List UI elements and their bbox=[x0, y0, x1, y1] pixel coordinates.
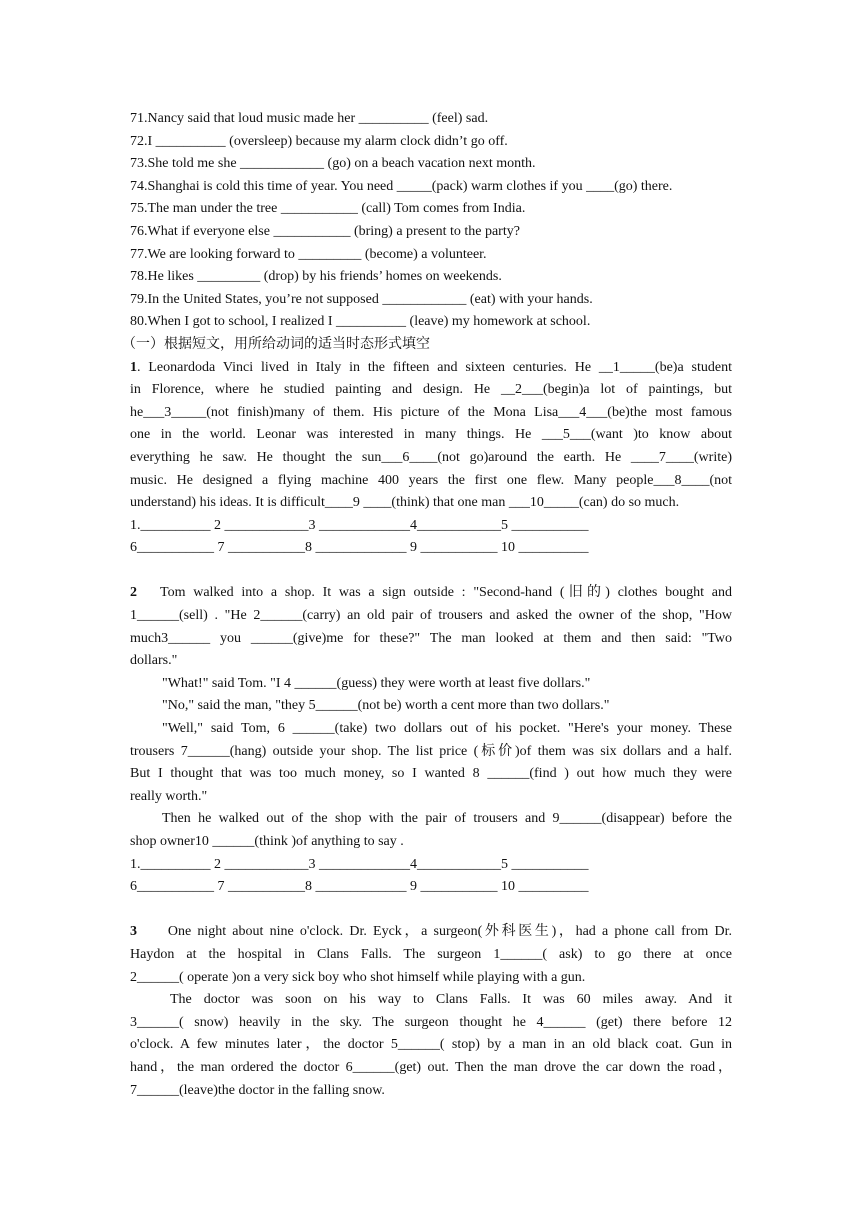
exercise-item: 80.When I got to school, I realized I __________ (leave) my homework at school. bbox=[130, 314, 591, 330]
passage-line: Then he walked out of the shop with the pair of trousers and 9______(disappear) before the bbox=[162, 811, 732, 827]
exercise-item: 74.Shanghai is cold this time of year. You need _____(pack) warm clothes if you ____(go) there. bbox=[130, 178, 673, 194]
passage-1 bbox=[130, 357, 732, 515]
passage-line: But I thought that was too much money, so I wanted 8 ______(find ) out how much they were bbox=[130, 766, 732, 782]
passage-line: music. He designed a flying machine 400 years the first one flew. Many people___8____(not bbox=[130, 472, 732, 488]
answer-line: 1.__________ 2 ____________3 _____________4____________5 ___________ bbox=[130, 856, 589, 872]
worksheet-page bbox=[122, 108, 732, 1102]
passage-line: "No," said the man, "they 5______(not be) worth a cent more than two dollars." bbox=[162, 698, 610, 714]
passage-number: 1 bbox=[130, 359, 137, 375]
passage-line: shop owner10 ______(think )of anything to say . bbox=[130, 834, 404, 849]
exercise-item: 75.The man under the tree ___________ (call) Tom comes from India. bbox=[130, 201, 526, 217]
passage-line: o'clock. A few minutes later，the doctor 5______( stop) by a man in an old black coat. Gun in bbox=[130, 1037, 732, 1053]
passage-number: 2 bbox=[130, 585, 137, 601]
exercise-item: 73.She told me she ____________ (go) on a beach vacation next month. bbox=[130, 156, 536, 172]
passage-2 bbox=[130, 582, 732, 853]
answer-line: 6___________ 7 ___________8 _____________ 9 ___________ 10 __________ bbox=[130, 540, 589, 556]
passage-number: 3 bbox=[130, 924, 137, 940]
passage-line: one in the world. Leonar was interested in many things. He ___5___(want )to know about bbox=[130, 427, 732, 443]
passage-line: hand，the man ordered the doctor 6______(get) out. Then the man drove the car down the road， bbox=[130, 1059, 732, 1075]
answer-line: 6___________ 7 ___________8 _____________ 9 ___________ 10 __________ bbox=[130, 879, 589, 895]
passage-line: understand) his ideas. It is difficult____9 ____(think) that one man ___10_____(can) do so much. bbox=[130, 495, 680, 511]
answer-blanks-1 bbox=[130, 515, 732, 560]
passage-line: 2______( operate )on a very sick boy who shot himself while playing with a gun. bbox=[130, 969, 586, 985]
spacer bbox=[130, 560, 732, 583]
passage-line: 3 One night about nine o'clock. Dr. Eyck，a surgeon(外科医生)，had a phone call from Dr. bbox=[130, 924, 732, 940]
passage-line: he___3_____(not finish)many of them. His picture of the Mona Lisa___4___(be)the most famous bbox=[130, 404, 732, 420]
passage-line: everything he saw. He thought the sun___6____(not go)around the earth. He ____7____(write) bbox=[130, 449, 732, 465]
passage-line: dollars." bbox=[130, 653, 178, 669]
passage-line: 1. Leonardoda Vinci lived in Italy in the fifteen and sixteen centuries. He __1_____(be)a student bbox=[130, 359, 732, 375]
exercise-items bbox=[130, 108, 732, 334]
passage-line: 2 Tom walked into a shop. It was a sign outside : "Second-hand (旧的) clothes bought and bbox=[130, 585, 732, 601]
passage-line: in Florence, where he studied painting and design. He __2___(begin)a lot of paintings, but bbox=[130, 382, 732, 398]
passage-line: 1______(sell) . "He 2______(carry) an old pair of trousers and asked the owner of the shop, "How bbox=[130, 608, 732, 624]
passage-line: trousers 7______(hang) outside your shop. The list price (标价)of them was six dollars and a half. bbox=[130, 743, 732, 759]
exercise-item: 77.We are looking forward to _________ (become) a volunteer. bbox=[130, 246, 487, 262]
passage-line: 3______( snow) heavily in the sky. The surgeon thought he 4______ (get) there before 12 bbox=[130, 1014, 732, 1030]
section-heading: （一）根据短文，用所给动词的适当时态形式填空 bbox=[122, 336, 430, 352]
exercise-item: 76.What if everyone else ___________ (bring) a present to the party? bbox=[130, 223, 520, 239]
passage-line: "Well," said Tom, 6 ______(take) two dollars out of his pocket. "Here's your money. These bbox=[162, 721, 732, 737]
answer-line: 1.__________ 2 ____________3 _____________4____________5 ___________ bbox=[130, 517, 589, 533]
answer-blanks-2 bbox=[130, 854, 732, 899]
exercise-item: 72.I __________ (oversleep) because my alarm clock didn’t go off. bbox=[130, 133, 508, 149]
spacer bbox=[130, 899, 732, 922]
exercise-item: 79.In the United States, you’re not supposed ____________ (eat) with your hands. bbox=[130, 291, 593, 307]
passage-3 bbox=[130, 921, 732, 1102]
passage-line: really worth." bbox=[130, 788, 208, 804]
passage-line: 7______(leave)the doctor in the falling snow. bbox=[130, 1082, 385, 1098]
passage-line: much3______ you ______(give)me for these?" The man looked at them and then said: "Two bbox=[130, 630, 732, 646]
exercise-item: 71.Nancy said that loud music made her __________ (feel) sad. bbox=[130, 111, 489, 126]
passage-line: Haydon at the hospital in Clans Falls. The surgeon 1______( ask) to go there at once bbox=[130, 946, 732, 962]
passage-line: "What!" said Tom. "I 4 ______(guess) they were worth at least five dollars." bbox=[162, 675, 591, 691]
exercise-item: 78.He likes _________ (drop) by his friends’ homes on weekends. bbox=[130, 269, 502, 285]
passage-line: The doctor was soon on his way to Clans Falls. It was 60 miles away. And it bbox=[170, 992, 732, 1008]
